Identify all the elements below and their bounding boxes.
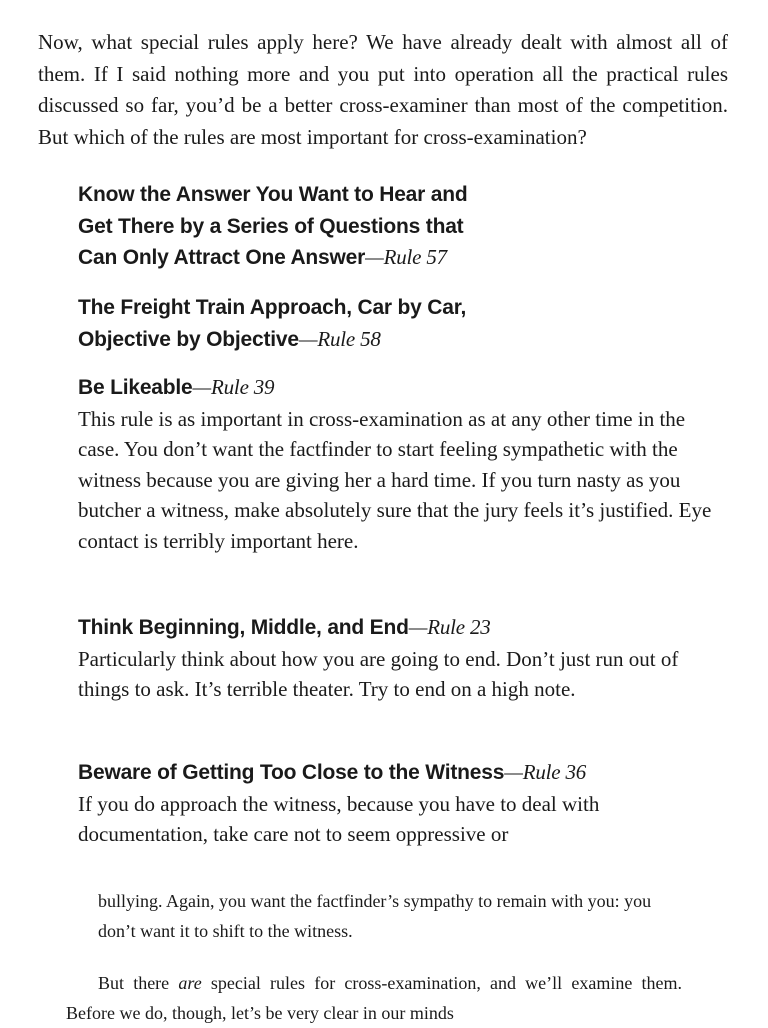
rule-39-section	[78, 372, 728, 556]
rule-39-heading	[78, 372, 728, 404]
closing-text-end: special rules for cross-examination, and we’ll examine them. Before we do, though, let’s be very clear in our minds	[66, 973, 682, 1023]
rule-58-heading	[78, 292, 728, 355]
rule-36-body: If you do approach the witness, because you have to deal with documentation, take care not to seem oppressive or	[78, 791, 600, 847]
heading-line: Think Beginning, Middle, and End	[78, 616, 409, 639]
rule-reference: —Rule 57	[365, 245, 447, 269]
rule-23-heading	[78, 612, 728, 644]
rule-36-heading	[78, 757, 728, 789]
rule-39-body: This rule is as important in cross-examination as at any other time in the case. You don’t want the factfinder to start feeling sympathetic with the witness because you are giving her a hard time. If you turn nasty as you butcher a witness, make absolutely sure that the jury feels it’s justified. Eye contact is terribly important here.	[78, 406, 712, 553]
continuation-paragraph: bullying. Again, you want the factfinder’s sympathy to remain with you: you don’t want it to shift to the witness.	[98, 891, 652, 941]
rule-reference: —Rule 39	[192, 375, 275, 399]
heading-line: The Freight Train Approach, Car by Car,	[78, 296, 467, 319]
rule-58-section	[78, 292, 728, 355]
rule-23-section	[78, 612, 728, 705]
rule-reference: —Rule 58	[298, 326, 381, 351]
rule-reference: —Rule 23	[408, 615, 491, 639]
closing-text-start: But there	[98, 973, 179, 993]
heading-line: Beware of Getting Too Close to the Witness	[78, 761, 505, 784]
rule-57-heading	[78, 179, 728, 274]
emphasis-word: are	[178, 973, 202, 993]
intro-paragraph: Now, what special rules apply here? We have already dealt with almost all of them. If I said nothing more and you put into operation all the practical rules discussed so far, you’d be a better cross-examiner than most of the competition. But which of the rules are most important for cross-examination?	[38, 30, 728, 149]
continuation-section	[66, 886, 682, 1028]
rule-57-section	[78, 179, 728, 274]
closing-paragraph	[66, 968, 682, 1028]
rule-23-body: Particularly think about how you are going to end. Don’t just run out of things to ask. It’s terrible theater. Try to end on a high note.	[78, 646, 679, 702]
rule-36-section	[78, 757, 728, 850]
heading-line: Can Only Attract One Answer	[78, 246, 366, 269]
heading-line: Be Likeable	[78, 376, 193, 399]
rule-reference: —Rule 36	[504, 760, 587, 784]
heading-line: Objective by Objective	[78, 327, 299, 351]
heading-line: Get There by a Series of Questions that	[78, 214, 464, 238]
heading-line: Know the Answer You Want to Hear and	[78, 183, 468, 206]
